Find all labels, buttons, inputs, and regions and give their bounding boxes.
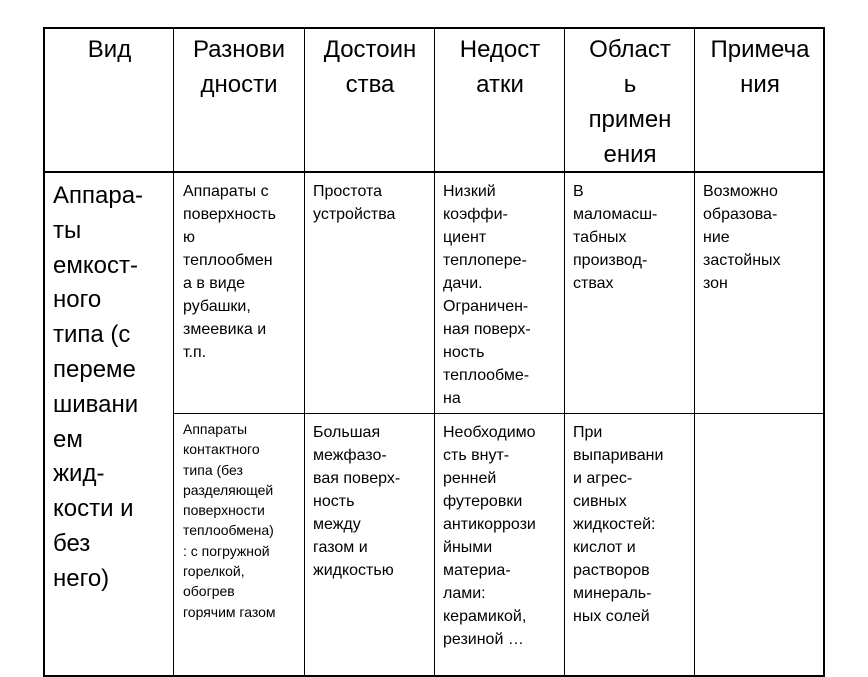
column-divider [304,29,305,675]
row2-advantages: Большая межфазо- вая поверх- ность между газом и жидкостью [313,424,401,579]
header-disadvantages: Недост атки [459,36,541,98]
column-divider [434,29,435,675]
header-variety: Разнови дности [192,36,286,98]
row2-variety: Аппараты контактного типа (без разделяющей поверхности теплообмена) : с погружной горелкой, обогрев горячим газом [183,421,276,620]
header-application: Област ь примен ения [588,36,672,168]
row1-notes: Возможно образова- ние застойных зон [703,183,781,292]
header-kind: Вид [87,36,132,63]
column-divider [173,29,174,675]
header-divider [45,171,823,173]
comparison-table [43,27,825,677]
header-notes: Примеча ния [710,36,810,98]
row1-disadvantages: Низкий коэффи- циент теплопере- дачи. Ограничен- ная поверх- ность теплообме- на [443,183,531,407]
row2-disadvantages: Необходимо сть внут- ренней футеровки антикоррози йными материа- лами: керамикой, резиной … [443,424,536,648]
row1-advantages: Простота устройства [313,183,396,223]
kind-cell: Аппара- ты емкост- ного типа (с переме шивани ем жид- кости и без него) [53,182,144,592]
row1-application: В маломасш- табных производ- ствах [573,183,658,292]
row-divider [174,413,823,414]
header-advantages: Достоин ства [323,36,417,98]
row1-variety: Аппараты с поверхность ю теплообмен а в виде рубашки, змеевика и т.п. [183,183,276,361]
row2-application: При выпаривани и агрес- сивных жидкостей: кислот и растворов минераль- ных солей [573,424,664,625]
